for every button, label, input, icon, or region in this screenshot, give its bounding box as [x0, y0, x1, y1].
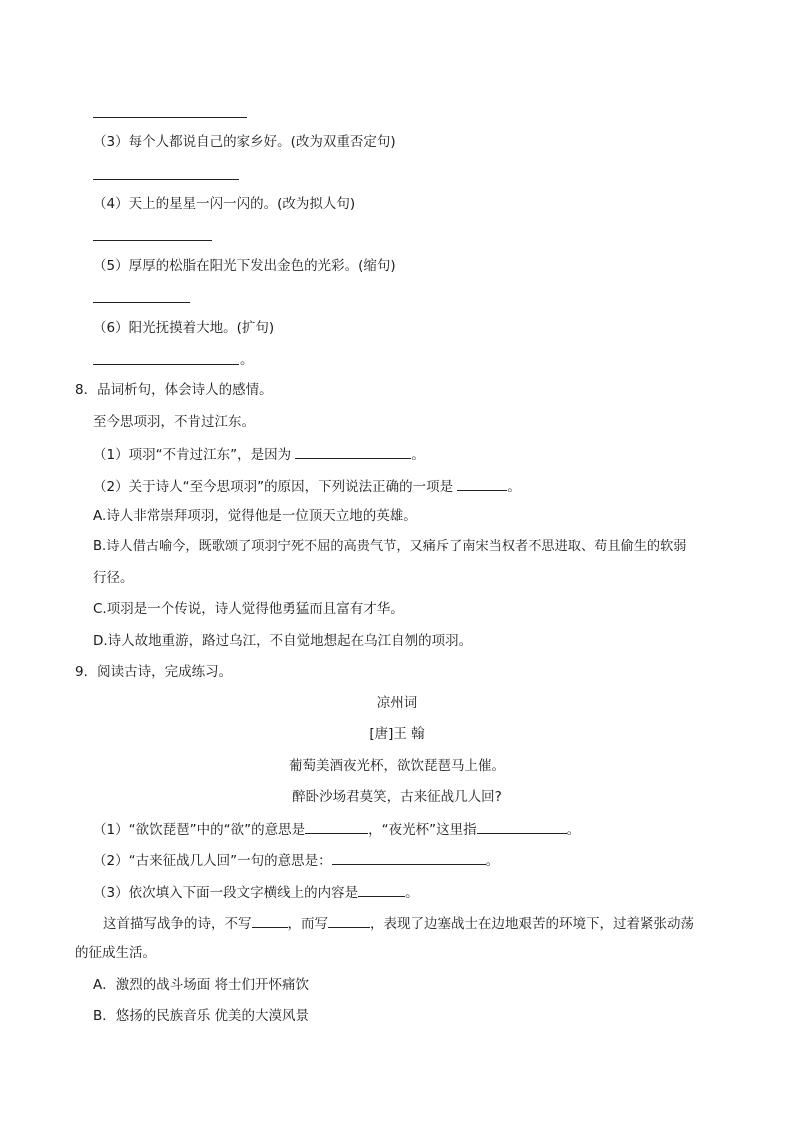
q8-sub1-end: 。 [411, 447, 425, 463]
poem-author: [唐]王 翰 [369, 726, 425, 742]
q9-sub3 [93, 882, 419, 902]
q9-option-a: A．激烈的战斗场面 将士们开怀痛饮 [93, 977, 310, 993]
q9-paragraph [103, 913, 694, 933]
q9-paragraph-cont: 的征成生活。 [75, 945, 156, 961]
period: 。 [240, 352, 254, 368]
q8-option-d: D.诗人故地重游，路过乌江，不自觉地想起在乌江自刎的项羽。 [93, 633, 473, 649]
q8-option-b: B.诗人借古喻今，既歌颂了项羽宁死不屈的高贵气节，又痛斥了南宋当权者不思进取、苟且偷生的软弱 [93, 539, 687, 554]
q9-sub3-text: （3）依次填入下面一段文字横线上的内容是 [93, 885, 359, 901]
q9-sub2-text: （2）“古来征战几人回”一句的意思是： [93, 853, 332, 869]
q9-para-text-3: ，表现了边塞战士在边地艰苦的环境下，过着紧张动荡 [370, 916, 694, 932]
poem-title: 凉州词 [376, 695, 418, 711]
q8-sub2-text: （2）关于诗人“至今思项羽”的原因，下列说法正确的一项是 [93, 479, 458, 495]
q9-title: 9．阅读古诗，完成练习。 [75, 664, 233, 680]
q8-quote: 至今思项羽，不肯过江东。 [93, 414, 255, 430]
q9-sub2-end: 。 [485, 853, 500, 869]
q9-sub1-text-2: ，“夜光杯”这里指 [368, 822, 477, 838]
q9-sub1-text: （1）“欲饮琵琶”中的“欲”的意思是 [93, 822, 306, 838]
answer-line[interactable] [93, 302, 190, 303]
q8-title: 8．品词析句，体会诗人的感情。 [75, 382, 273, 398]
poem-line-2: 醉卧沙场君莫笑，古来征战几人回? [292, 789, 502, 805]
answer-blank[interactable] [358, 882, 405, 897]
q9-para-text-2: ，而写 [287, 916, 328, 932]
q7-item-6: （6）阳光抚摸着大地。(扩句) [93, 320, 275, 336]
answer-blank[interactable] [295, 444, 411, 459]
poem-line-1: 葡萄美酒夜光杯，欲饮琵琶马上催。 [289, 758, 505, 774]
q7-item-5: （5）厚厚的松脂在阳光下发出金色的光彩。(缩句) [93, 258, 396, 274]
answer-line[interactable] [93, 117, 247, 118]
answer-blank[interactable] [328, 913, 370, 928]
q8-sub1-text: （1）项羽“不肯过江东”，是因为 [93, 447, 296, 463]
answer-line[interactable] [93, 364, 239, 365]
answer-blank[interactable] [252, 913, 288, 928]
q9-sub2 [93, 850, 499, 870]
q8-option-a: A.诗人非常崇拜项羽，觉得他是一位顶天立地的英雄。 [93, 508, 417, 524]
q8-sub1 [93, 444, 425, 464]
q7-item-4: （4）天上的星星一闪一闪的。(改为拟人句) [93, 196, 356, 212]
answer-blank[interactable] [332, 850, 486, 865]
answer-blank[interactable] [305, 819, 368, 834]
q9-sub3-end: 。 [405, 885, 419, 901]
answer-line[interactable] [93, 240, 212, 241]
q9-sub1 [93, 819, 580, 839]
q9-sub1-end: 。 [566, 822, 581, 838]
q7-item-3: （3）每个人都说自己的家乡好。(改为双重否定句) [93, 134, 396, 150]
q8-option-c: C.项羽是一个传说，诗人觉得他勇猛而且富有才华。 [93, 601, 404, 617]
q8-option-b-cont: 行径。 [93, 570, 134, 586]
q8-sub2-end: 。 [507, 479, 521, 495]
answer-line[interactable] [93, 179, 239, 180]
q8-sub2 [93, 476, 521, 496]
answer-blank[interactable] [457, 476, 507, 491]
q9-option-b: B．悠扬的民族音乐 优美的大漠风景 [93, 1008, 310, 1024]
q9-para-text: 这首描写战争的诗，不写 [103, 916, 252, 932]
answer-blank[interactable] [477, 819, 567, 834]
